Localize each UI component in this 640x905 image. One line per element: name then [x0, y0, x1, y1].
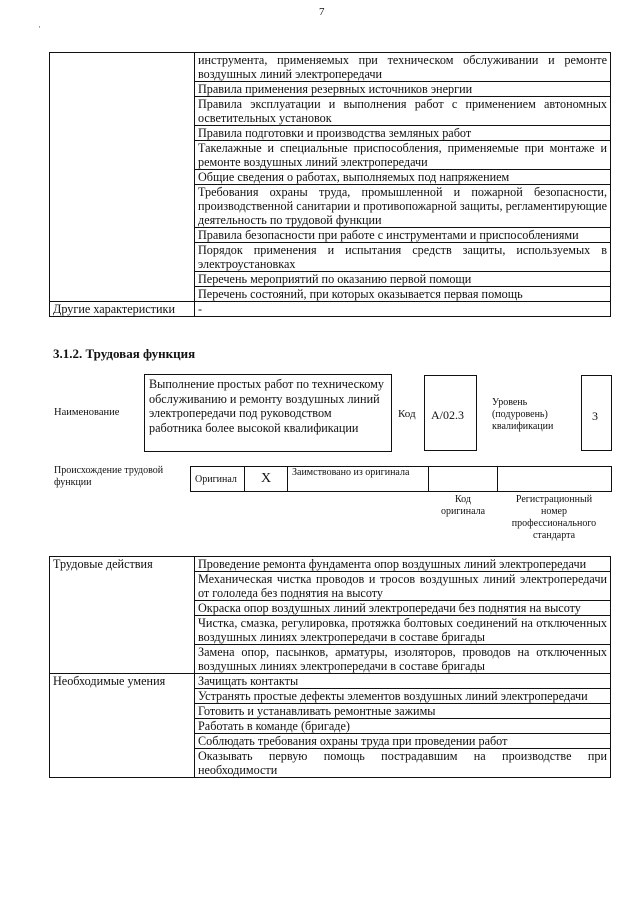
list-item: Механическая чистка проводов и тросов воздушных линий электропередачи от гололеда без поднятия на высоту — [195, 572, 611, 601]
list-item: Работать в команде (бригаде) — [195, 719, 611, 734]
list-item: Зачищать контакты — [195, 674, 611, 689]
function-name: Выполнение простых работ по техническому обслуживанию и ремонту воздушных линий электропередачи под руководством работника более высокой квалификации — [144, 374, 392, 452]
list-item: Проведение ремонта фундамента опор воздушных линий электропередачи — [195, 557, 611, 572]
corner-mark: · — [38, 22, 41, 32]
list-item: Соблюдать требования охраны труда при проведении работ — [195, 734, 611, 749]
knowledge-item: Порядок применения и испытания средств защиты, используемых в электроустановках — [195, 243, 611, 272]
code-label: Код — [398, 408, 416, 420]
knowledge-item: Правила эксплуатации и выполнения работ с применением автономных осветительных установок — [195, 97, 611, 126]
function-details-table — [49, 556, 611, 778]
table-row — [50, 557, 611, 572]
origin-label: Происхождение трудовой функции — [54, 465, 164, 488]
divider — [287, 466, 288, 492]
knowledge-item: Общие сведения о работах, выполняемых под напряжением — [195, 170, 611, 185]
table-row — [50, 302, 611, 317]
knowledge-item: Правила применения резервных источников энергии — [195, 82, 611, 97]
page-number: 7 — [319, 6, 325, 18]
knowledge-table — [49, 52, 611, 317]
list-item: Устранять простые дефекты элементов воздушных линий электропередачи — [195, 689, 611, 704]
knowledge-item: Правила безопасности при работе с инструментами и приспособлениями — [195, 228, 611, 243]
group-label: Трудовые действия — [50, 557, 195, 674]
table-row — [50, 674, 611, 689]
list-item: Окраска опор воздушных линий электропередачи без поднятия на высоту — [195, 601, 611, 616]
list-item: Замена опор, пасынков, арматуры, изоляторов, проводов на отключенных воздушных линиях электропередачи в составе бригады — [195, 645, 611, 674]
knowledge-item: Требования охраны труда, промышленной и пожарной безопасности, производственной санитарии и противопожарной защиты, регламентирующие деятельность по трудовой функции — [195, 185, 611, 228]
knowledge-item: Правила подготовки и производства земляных работ — [195, 126, 611, 141]
name-label: Наименование — [54, 407, 120, 418]
table-row — [50, 53, 611, 82]
qualification-level: 3 — [581, 375, 612, 451]
knowledge-item: Такелажные и специальные приспособления, применяемые при монтаже и ремонте воздушных линий электропередачи — [195, 141, 611, 170]
other-characteristics-value: - — [195, 302, 611, 317]
divider — [428, 466, 429, 492]
other-characteristics-label: Другие характеристики — [50, 302, 195, 317]
original-code-caption: Код оригинала — [440, 494, 486, 517]
knowledge-item: инструмента, применяемых при техническом обслуживании и ремонте воздушных линий электропередачи — [195, 53, 611, 82]
function-code: A/02.3 — [424, 375, 477, 451]
list-item: Чистка, смазка, регулировка, протяжка болтовых соединений на отключенных воздушных линиях электропередачи в составе бригады — [195, 616, 611, 645]
original-mark: X — [261, 471, 272, 486]
divider — [497, 466, 498, 492]
divider — [244, 466, 245, 492]
list-item: Оказывать первую помощь пострадавшим на производстве при необходимости — [195, 749, 611, 778]
section-title: 3.1.2. Трудовая функция — [53, 346, 196, 361]
knowledge-item: Перечень состояний, при которых оказывается первая помощь — [195, 287, 611, 302]
registration-caption: Регистрационный номер профессионального стандарта — [511, 494, 597, 541]
borrowed-label: Заимствовано из оригинала — [292, 467, 410, 478]
level-label: Уровень (подуровень) квалификации — [492, 397, 554, 432]
knowledge-item: Перечень мероприятий по оказанию первой помощи — [195, 272, 611, 287]
row-label — [50, 53, 195, 302]
group-label: Необходимые умения — [50, 674, 195, 778]
original-label: Оригинал — [195, 474, 237, 485]
list-item: Готовить и устанавливать ремонтные зажимы — [195, 704, 611, 719]
